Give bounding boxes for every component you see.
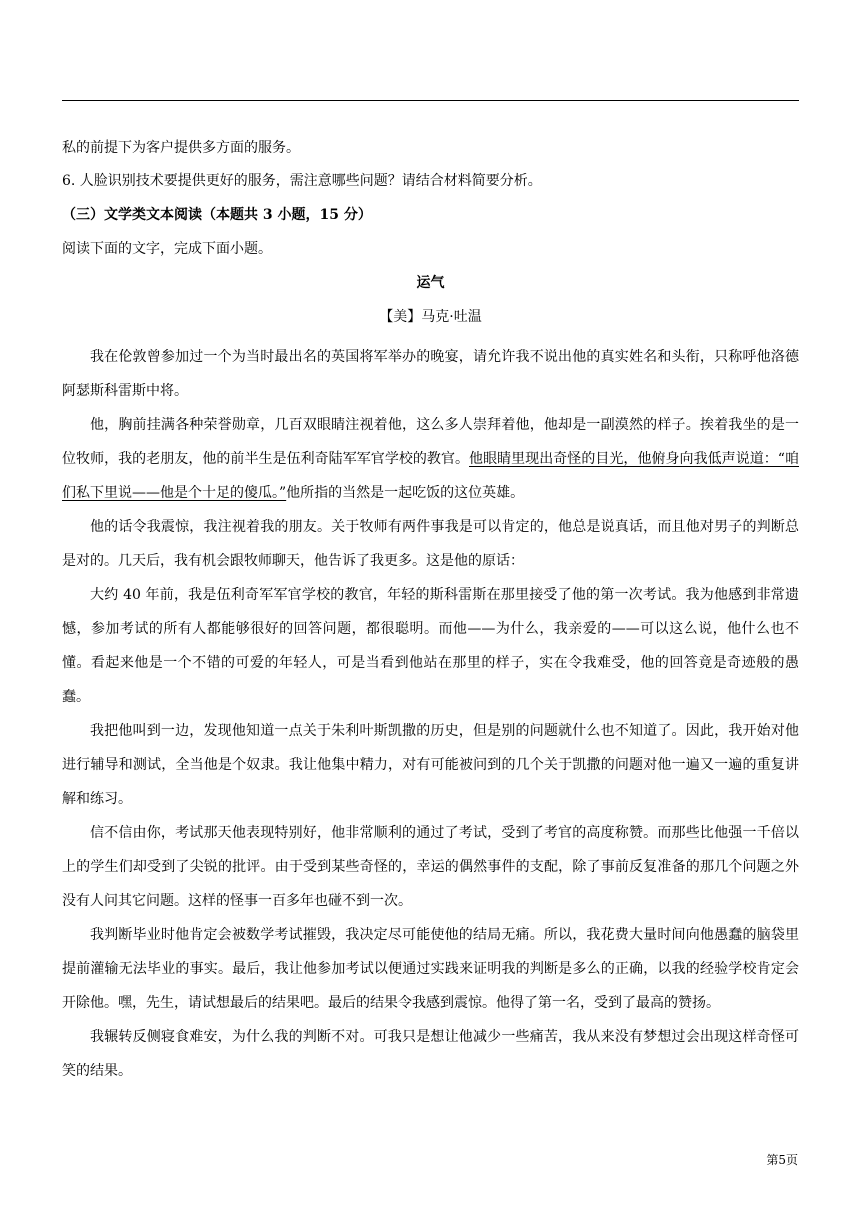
underlined-sentence: 他眼睛里现出奇怪的目光，他俯身向我低声说道：“咱们私下里说——他是个十足的傻瓜。”	[62, 451, 800, 501]
instruction: 阅读下面的文字，完成下面小题。	[62, 241, 272, 257]
paragraph-7: 我判断毕业时他肯定会被数学考试摧毁，我决定尽可能使他的结局无痛。所以，我花费大量时间向他愚蠢的脑袋里提前灌输无法毕业的事实。最后，我让他参加考试以便通过实践来证明我的判断是多么的正确，以我的经验学校肯定会开除他。嘿，先生，请试想最后的结果吧。最后的结果令我感到震惊。他得了第一名，受到了最高的赞扬。	[62, 927, 799, 1011]
paragraph-5: 我把他叫到一边，发现他知道一点关于朱利叶斯凯撒的历史，但是别的问题就什么也不知道了。因此，我开始对他进行辅导和测试，全当他是个奴隶。我让他集中精力，对有可能被问到的几个关于凯撒的问题对他一遍又一遍的重复讲解和练习。	[62, 723, 799, 807]
page-number: 第5页	[766, 1153, 798, 1167]
paragraph-2-after: 他所指的当然是一起吃饭的这位英雄。	[286, 485, 525, 501]
paragraph-2	[62, 408, 799, 510]
paragraph-4: 大约 40 年前，我是伍利奇军军官学校的教官，年轻的斯科雷斯在那里接受了他的第一次考试。我为他感到非常遗憾，参加考试的所有人都能够很好的回答问题，都很聪明。而他——为什么，我亲爱的——可以这么说，他什么也不懂。看起来他是一个不错的可爱的年轻人，可是当看到他站在那里的样子，实在令我难受，他的回答竟是奇迹般的愚蠢。	[62, 587, 799, 705]
section-header: （三）文学类文本阅读（本题共 3 小题，15 分）	[62, 207, 372, 223]
paragraph-8: 我辗转反侧寝食难安，为什么我的判断不对。可我只是想让他减少一些痛苦，我从来没有梦想过会出现这样奇怪可笑的结果。	[62, 1029, 799, 1079]
paragraph-1: 我在伦敦曾参加过一个为当时最出名的英国将军举办的晚宴，请允许我不说出他的真实姓名和头衔，只称呼他洛德阿瑟斯科雷斯中将。	[62, 349, 799, 399]
article-title: 运气	[416, 275, 445, 291]
paragraph-6: 信不信由你，考试那天他表现特别好，他非常顺利的通过了考试，受到了考官的高度称赞。而那些比他强一千倍以上的学生们却受到了尖锐的批评。由于受到某些奇怪的，幸运的偶然事件的支配，除了事前反复准备的那几个问题之外没有人问其它问题。这样的怪事一百多年也碰不到一次。	[62, 825, 799, 909]
article-body	[62, 340, 799, 1088]
question-6: 6. 人脸识别技术要提供更好的服务，需注意哪些问题？请结合材料简要分析。	[62, 173, 542, 189]
article-author: 【美】马克·吐温	[379, 309, 482, 325]
paragraph-2-before: 他，胸前挂满各种荣誉勋章，几百双眼睛注视着他，这么多人崇拜着他，他却是一副漠然的样子。挨着我坐的是一位牧师，我的老朋友，他的前半生是伍利奇陆军军官学校的教官。	[62, 417, 799, 467]
paragraph-3: 他的话令我震惊，我注视着我的朋友。关于牧师有两件事我是可以肯定的，他总是说真话，而且他对男子的判断总是对的。几天后，我有机会跟牧师聊天，他告诉了我更多。这是他的原话：	[62, 519, 799, 569]
continued-line: 私的前提下为客户提供多方面的服务。	[62, 140, 300, 156]
header-rule	[62, 100, 799, 101]
